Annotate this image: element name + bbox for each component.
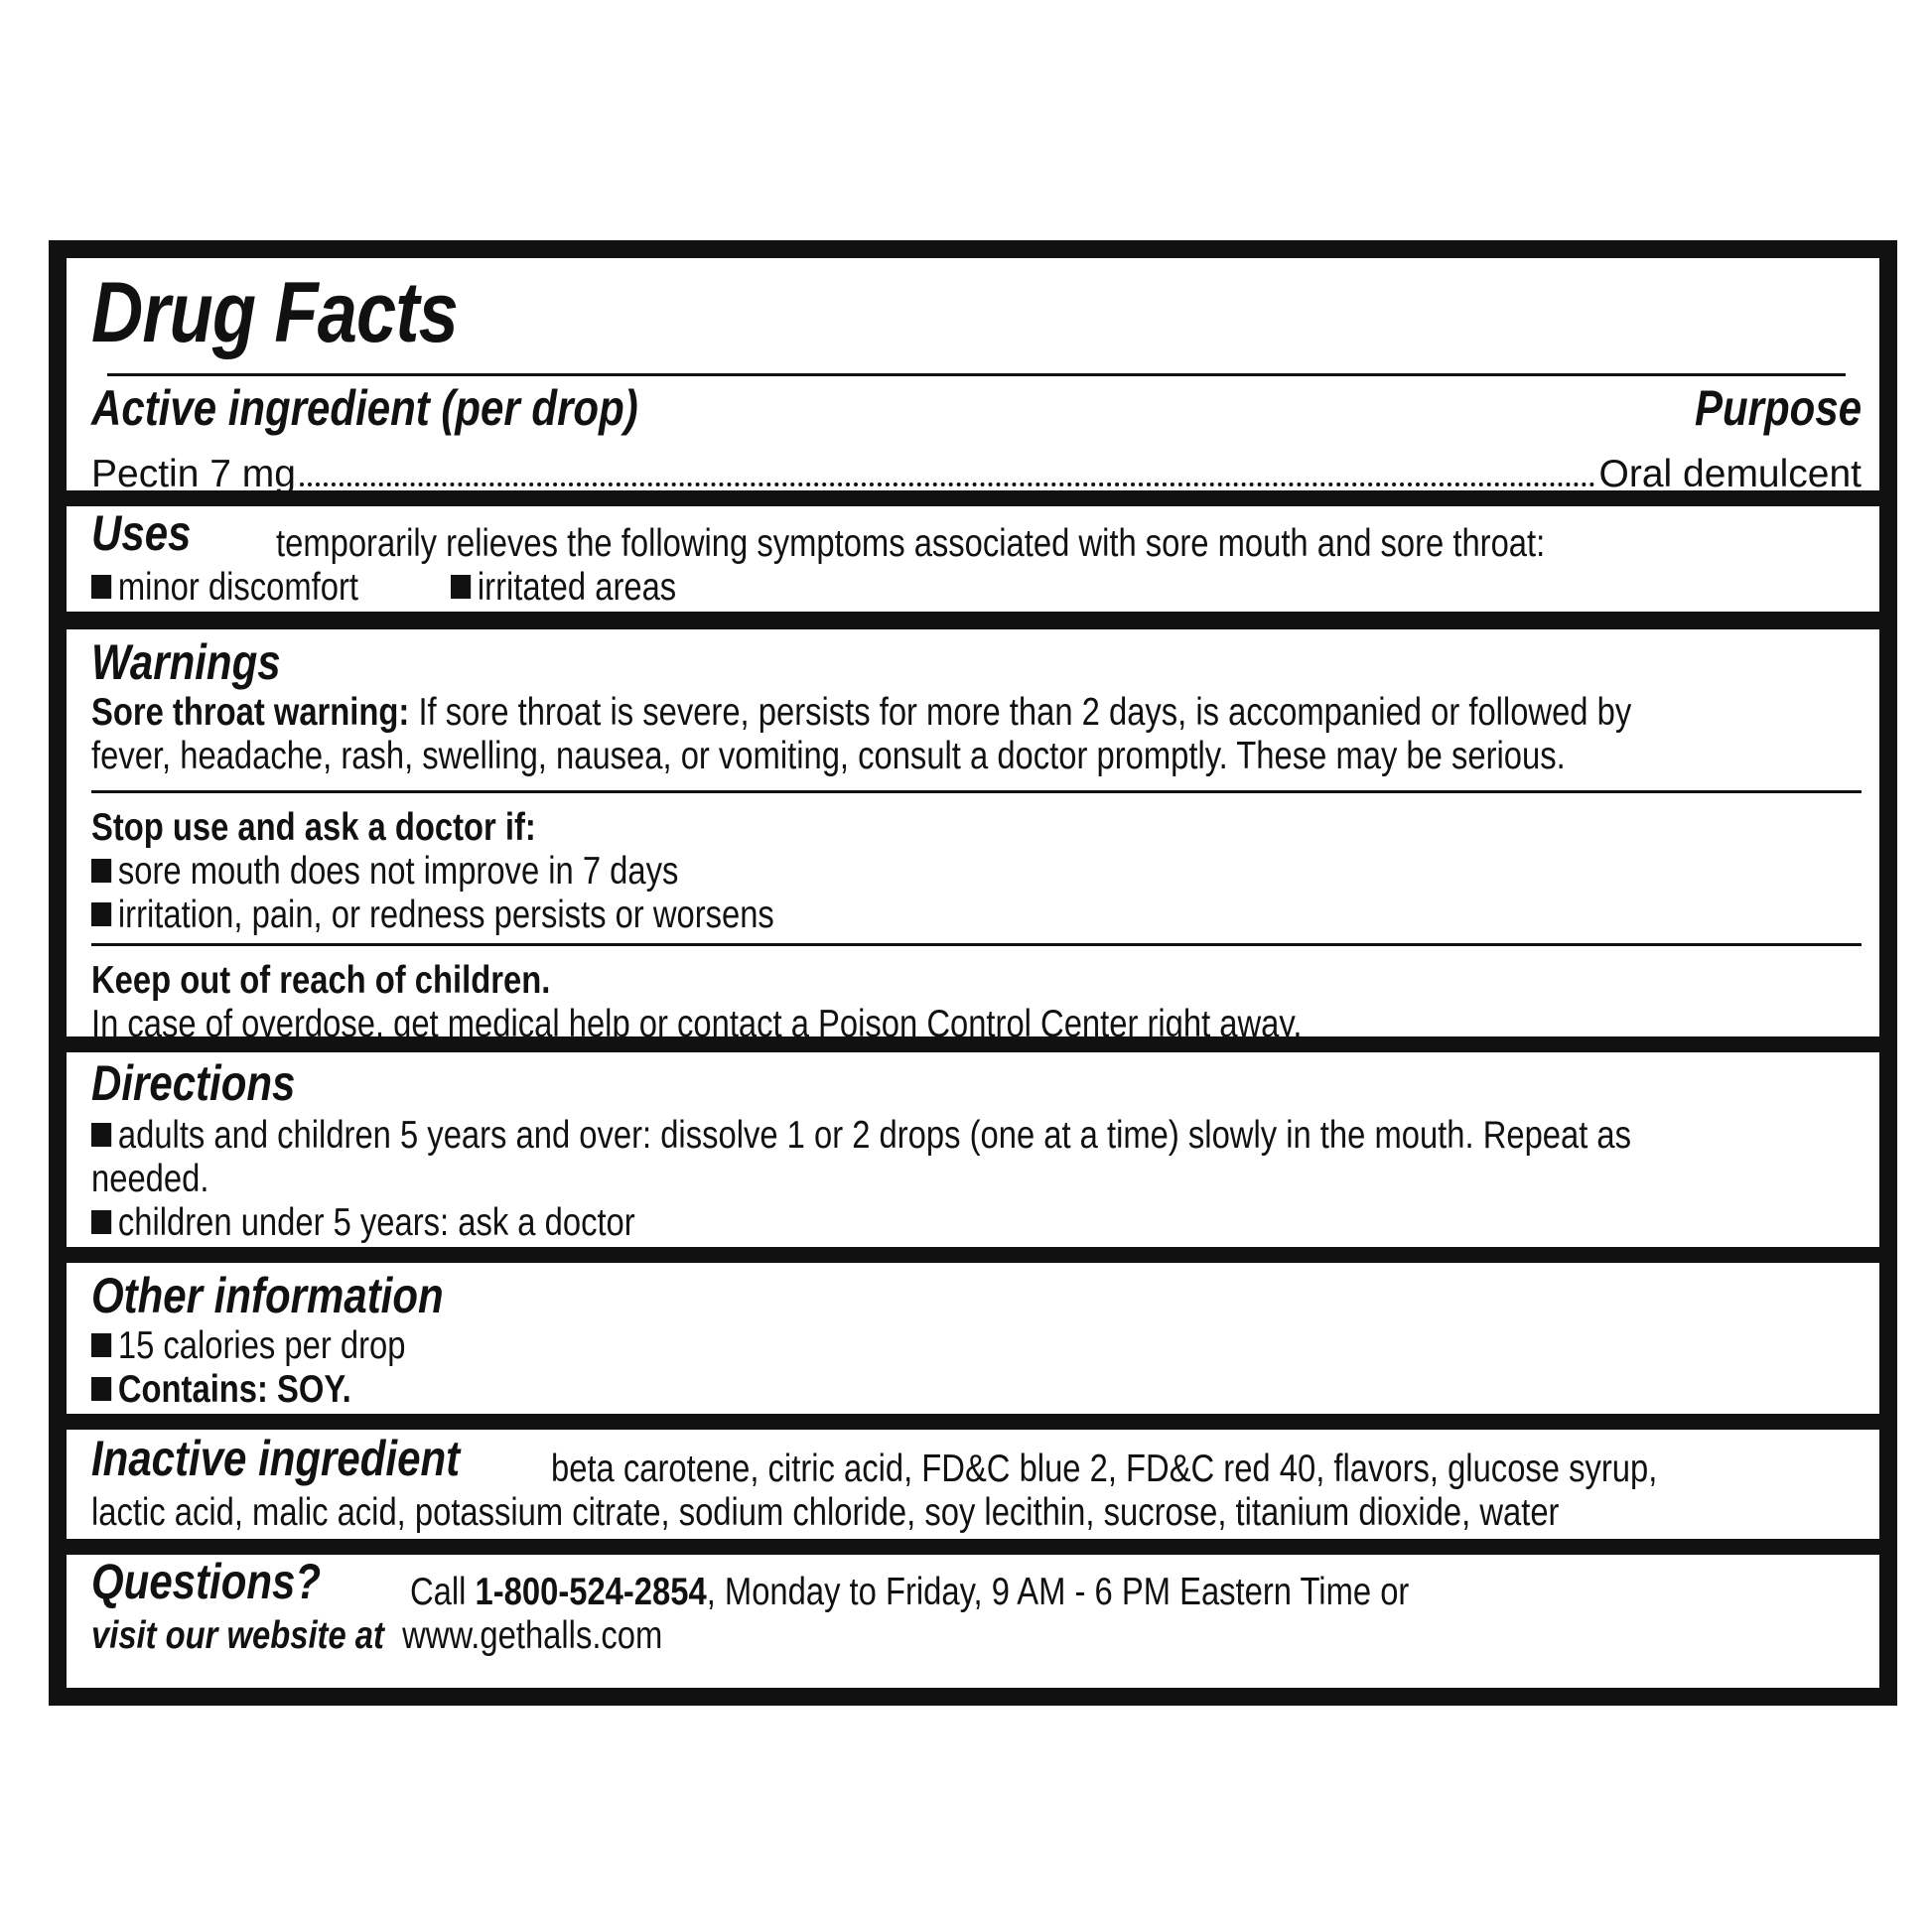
bullet-icon	[91, 859, 111, 883]
sore-throat-label: Sore throat warning:	[91, 691, 410, 734]
inactive-ingredient-list: beta carotene, citric acid, FD&C blue 2, FD&C red 40, flavors, glucose syrup,	[551, 1448, 1658, 1490]
drug-facts-panel	[49, 240, 1897, 1706]
visit-label: visit our website at	[91, 1614, 384, 1657]
section-rule	[91, 790, 1862, 793]
call-label: Call	[410, 1571, 467, 1613]
section-rule	[91, 943, 1862, 946]
bullet-icon	[451, 575, 471, 599]
page-title: Drug Facts	[91, 265, 458, 360]
other-information-item: 15 calories per drop	[117, 1324, 406, 1367]
warnings-box	[67, 629, 1879, 1045]
inactive-ingredient-box	[67, 1430, 1879, 1539]
directions-heading: Directions	[91, 1055, 296, 1111]
leader-dots	[300, 483, 1595, 486]
directions-item-continued: needed.	[91, 1158, 209, 1200]
other-information-heading: Other information	[91, 1268, 444, 1323]
uses-heading: Uses	[91, 505, 192, 561]
inactive-ingredient-list: lactic acid, malic acid, potassium citrate, sodium chloride, soy lecithin, sucrose, titanium dioxide, water	[91, 1491, 1560, 1534]
website-link[interactable]: www.gethalls.com	[402, 1614, 663, 1657]
sore-throat-text: fever, headache, rash, swelling, nausea, or vomiting, consult a doctor promptly. These may be serious.	[91, 735, 1566, 777]
ingredient-name: Pectin 7 mg	[91, 453, 296, 495]
questions-box	[67, 1555, 1879, 1688]
inactive-ingredient-heading: Inactive ingredient	[91, 1431, 461, 1486]
active-ingredient-heading: Active ingredient (per drop)	[91, 380, 638, 436]
bullet-icon	[91, 902, 111, 926]
ingredient-purpose: Oral demulcent	[1598, 453, 1862, 495]
uses-text: temporarily relieves the following symptoms associated with sore mouth and sore throat:	[276, 522, 1546, 565]
active-ingredient-row	[91, 453, 1862, 496]
stop-use-item: sore mouth does not improve in 7 days	[117, 850, 679, 893]
bullet-icon	[91, 1210, 111, 1234]
uses-item: minor discomfort	[117, 566, 358, 609]
bullet-icon	[91, 1377, 111, 1401]
header-box	[67, 258, 1879, 495]
other-information-box	[67, 1263, 1879, 1414]
bullet-icon	[91, 1333, 111, 1357]
hours-text: , Monday to Friday, 9 AM - 6 PM Eastern Time or	[706, 1571, 1410, 1613]
keep-out-heading: Keep out of reach of children.	[91, 959, 551, 1002]
bullet-icon	[91, 1123, 111, 1147]
questions-heading: Questions?	[91, 1554, 322, 1609]
uses-item: irritated areas	[477, 566, 677, 609]
warnings-heading: Warnings	[91, 634, 281, 690]
bullet-icon	[91, 575, 111, 599]
keep-out-text: In case of overdose, get medical help or contact a Poison Control Center right away.	[91, 1003, 1303, 1045]
phone-number[interactable]: 1-800-524-2854	[475, 1571, 707, 1613]
sore-throat-text: If sore throat is severe, persists for more than 2 days, is accompanied or followed by	[418, 691, 1632, 734]
directions-item: children under 5 years: ask a doctor	[117, 1201, 635, 1244]
stop-use-heading: Stop use and ask a doctor if:	[91, 806, 536, 849]
uses-box	[67, 506, 1879, 612]
allergen-statement: Contains: SOY.	[117, 1368, 351, 1411]
purpose-heading: Purpose	[1694, 380, 1862, 436]
directions-item: adults and children 5 years and over: dissolve 1 or 2 drops (one at a time) slowly in the mouth. Repeat as	[117, 1114, 1632, 1157]
stop-use-item: irritation, pain, or redness persists or worsens	[117, 894, 774, 936]
directions-box	[67, 1052, 1879, 1247]
title-rule	[107, 373, 1846, 376]
